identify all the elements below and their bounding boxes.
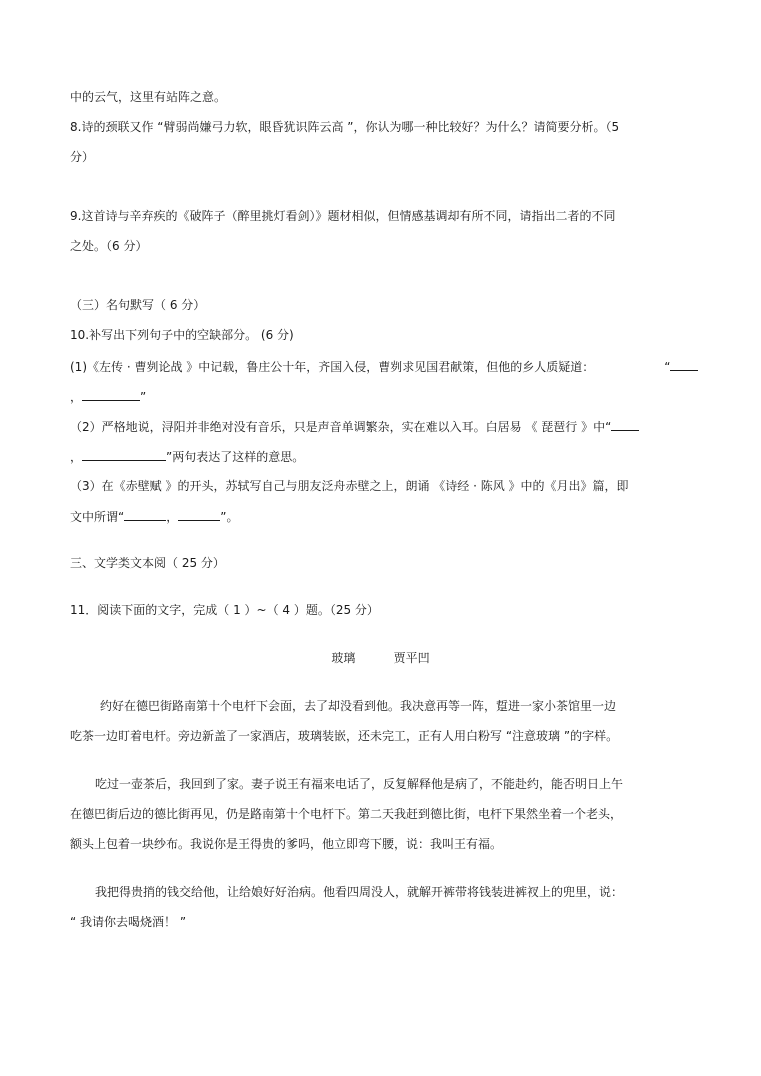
question-11: 11．阅读下面的文字，完成（ 1 ）~（ 4 ）题。（25 分）	[70, 603, 379, 617]
section-heading: （三）名句默写（ 6 分）	[70, 298, 206, 312]
paragraph-line: “ 我请你去喝烧酒！ ”	[70, 915, 187, 929]
story-title: 玻璃	[331, 651, 356, 665]
open-quote: “	[664, 360, 671, 374]
close-quote: ”	[220, 510, 227, 524]
question-10-3-line-1: （3）在《赤壁赋 》的开头，苏轼写自己与朋友泛舟赤壁之上，朗诵 《诗经 · 陈风 》中的《月出》篇，即	[70, 479, 629, 493]
blank-line	[611, 418, 639, 431]
question-10-1-line-1	[70, 358, 698, 375]
text-line: 中的云气，这里有站阵之意。	[70, 90, 227, 104]
section-heading: 三、文学类文本阅（ 25 分）	[70, 556, 225, 570]
blank-line	[178, 508, 220, 521]
comma: ，	[70, 390, 83, 404]
paragraph-line: 我把得贵捎的钱交给他，让给娘好好治病。他看四周没人，就解开裤带将钱装进裤衩上的兜里，说：	[95, 885, 624, 899]
paragraph-line: 约好在德巴街路南第十个电杆下会面，去了却没看到他。我决意再等一阵，踅进一家小茶馆里一边	[100, 699, 617, 713]
blank-line	[82, 448, 166, 461]
question-8-line-2: 分）	[70, 150, 95, 164]
comma: ，	[70, 450, 83, 464]
blank-line	[670, 358, 698, 371]
paragraph-line: 额头上包着一块纱布。我说你是王得贵的爹吗，他立即弯下腰，说：我叫王有福。	[70, 837, 503, 851]
question-8-line-1: 8.诗的颈联又作 “臂弱尚嫌弓力软，眼昏犹识阵云高 ”，你认为哪一种比较好？为什么？请简要分析。（5	[70, 120, 620, 134]
question-10-2-line-1	[70, 418, 639, 435]
story-author: 贾平凹	[393, 651, 430, 665]
close-quote: ”	[166, 450, 173, 464]
question-10-3-tail: 。	[226, 510, 239, 524]
paragraph-line: 吃茶一边盯着电杆。旁边新盖了一家酒店，玻璃装嵌，还未完工，正有人用白粉写 “注意玻璃 ”的字样。	[70, 729, 619, 743]
question-10-1-text: (1)《左传 · 曹刿论战 》中记载，鲁庄公十年，齐国入侵，曹刿求见国君献策，但他的乡人质疑道：	[70, 360, 595, 374]
question-10-2-line-2	[70, 448, 304, 465]
close-quote: ”	[140, 390, 147, 404]
blank-line	[82, 388, 140, 401]
comma: ，	[166, 510, 179, 524]
blank-line	[124, 508, 166, 521]
open-quote: “	[605, 420, 612, 434]
question-10-3-head: 文中所谓	[70, 510, 119, 524]
question-10-2-text: （2）严格地说，浔阳并非绝对没有音乐，只是声音单调繁杂，实在难以入耳。白居易 《 琵琶行 》中	[70, 420, 606, 434]
paragraph-line: 吃过一壶茶后，我回到了家。妻子说王有福来电话了，反复解释他是病了，不能赴约，能否明日上午	[95, 777, 624, 791]
question-9-line-1: 9.这首诗与辛弃疾的《破阵子（醉里挑灯看剑）》题材相似，但情感基调却有所不同，请指出二者的不同	[70, 209, 616, 223]
question-9-line-2: 之处。（6 分）	[70, 239, 148, 253]
question-10: 10.补写出下列句子中的空缺部分。 (6 分)	[70, 328, 294, 342]
story-title-line	[0, 650, 761, 666]
open-quote: “	[118, 510, 125, 524]
question-10-2-tail: 两句表达了这样的意思。	[172, 450, 305, 464]
paragraph-line: 在德巴街后边的德比街再见，仍是路南第十个电杆下。第二天我赶到德比街，电杆下果然坐着一个老头，	[70, 807, 623, 821]
question-10-1-line-2	[70, 388, 146, 405]
question-10-3-line-2	[70, 508, 238, 525]
